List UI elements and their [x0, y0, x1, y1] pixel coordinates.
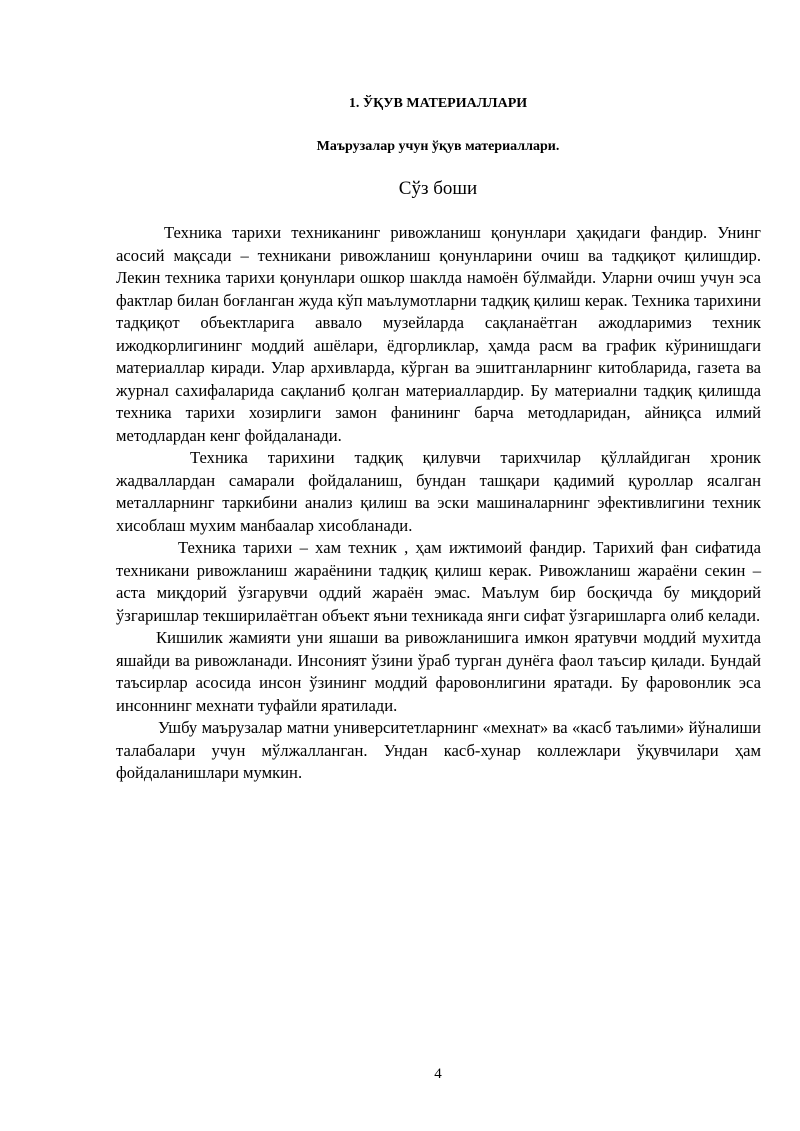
preface-title: Сўз боши	[398, 178, 478, 199]
body-text	[116, 222, 761, 785]
subtitle: Маърузалар учун ўқув материаллари.	[316, 139, 560, 154]
section-title: 1. ЎҚУВ МАТЕРИАЛЛАРИ	[348, 96, 528, 111]
paragraph: Кишилик жамияти уни яшаши ва ривожланишига имкон яратувчи моддий мухитда яшайди ва ривожланади. Инсоният ўзини ўраб турган дунёга фаол таъсир қилади. Бундай таъсирлар асосида инсон ўзининг моддий фаровонлигини яратади. Бу фаровонлик эса инсоннинг мехнати туфайли яратилади.	[116, 628, 761, 715]
paragraph: Техника тарихини тадқиқ қилувчи тарихчилар қўллайдиган хроник жадваллардан самарали фойдаланиш, бундан ташқари қадимий қуроллар ясалган металларнинг таркибини анализ қилиш ва эски машиналарнинг эфективлигини техник хисоблаш мухим манбаалар хисобланади.	[116, 448, 761, 535]
paragraph: Ушбу маърузалар матни университетларнинг «мехнат» ва «касб таълими» йўналиши талабалари учун мўлжалланган. Ундан касб-хунар коллежлари ўқувчилари ҳам фойдаланишлари мумкин.	[116, 718, 761, 782]
paragraph: Техника тарихи – хам техник , ҳам ижтимоий фандир. Тарихий фан сифатида техникани ривожланиш жараёнини тадқиқ қилиш керак. Ривожланиш жараёни секин – аста миқдорий ўзгарувчи оддий жараён эмас. Маълум бир босқичда бу миқдорий ўзгаришлар текширилаётган объект яъни техникада янги сифат ўзгаришларга олиб келади.	[116, 538, 761, 625]
page-number: 4	[434, 1066, 442, 1082]
paragraph: Техника тарихи техниканинг ривожланиш қонунлари ҳақидаги фандир. Унинг асосий мақсади – техникани ривожланиш қонунларини очиш ва тадқиқот қилишдир. Лекин техника тарихи қонунлари ошкор шаклда намоён бўлмайди. Уларни очиш учун эса фактлар билан боғланган жуда кўп маълумотларни тадқиқ қилиш керак. Техника тарихини тадқиқот объектларига аввало музейларда сақланаётган ажодларимиз техник ижодкорлигининг моддий ашёлари, ёдгорликлар, ҳамда расм ва график кўринишдаги материаллар киради. Улар архивларда, кўрган ва эшитганларнинг китобларида, газета ва журнал сахифаларида сақланиб қолган материаллардир. Бу материални тадқиқ қилишда техника тарихи хозирлиги замон фанининг барча методларидан, айниқса илмий методлардан кенг фойдаланади.	[116, 223, 761, 445]
